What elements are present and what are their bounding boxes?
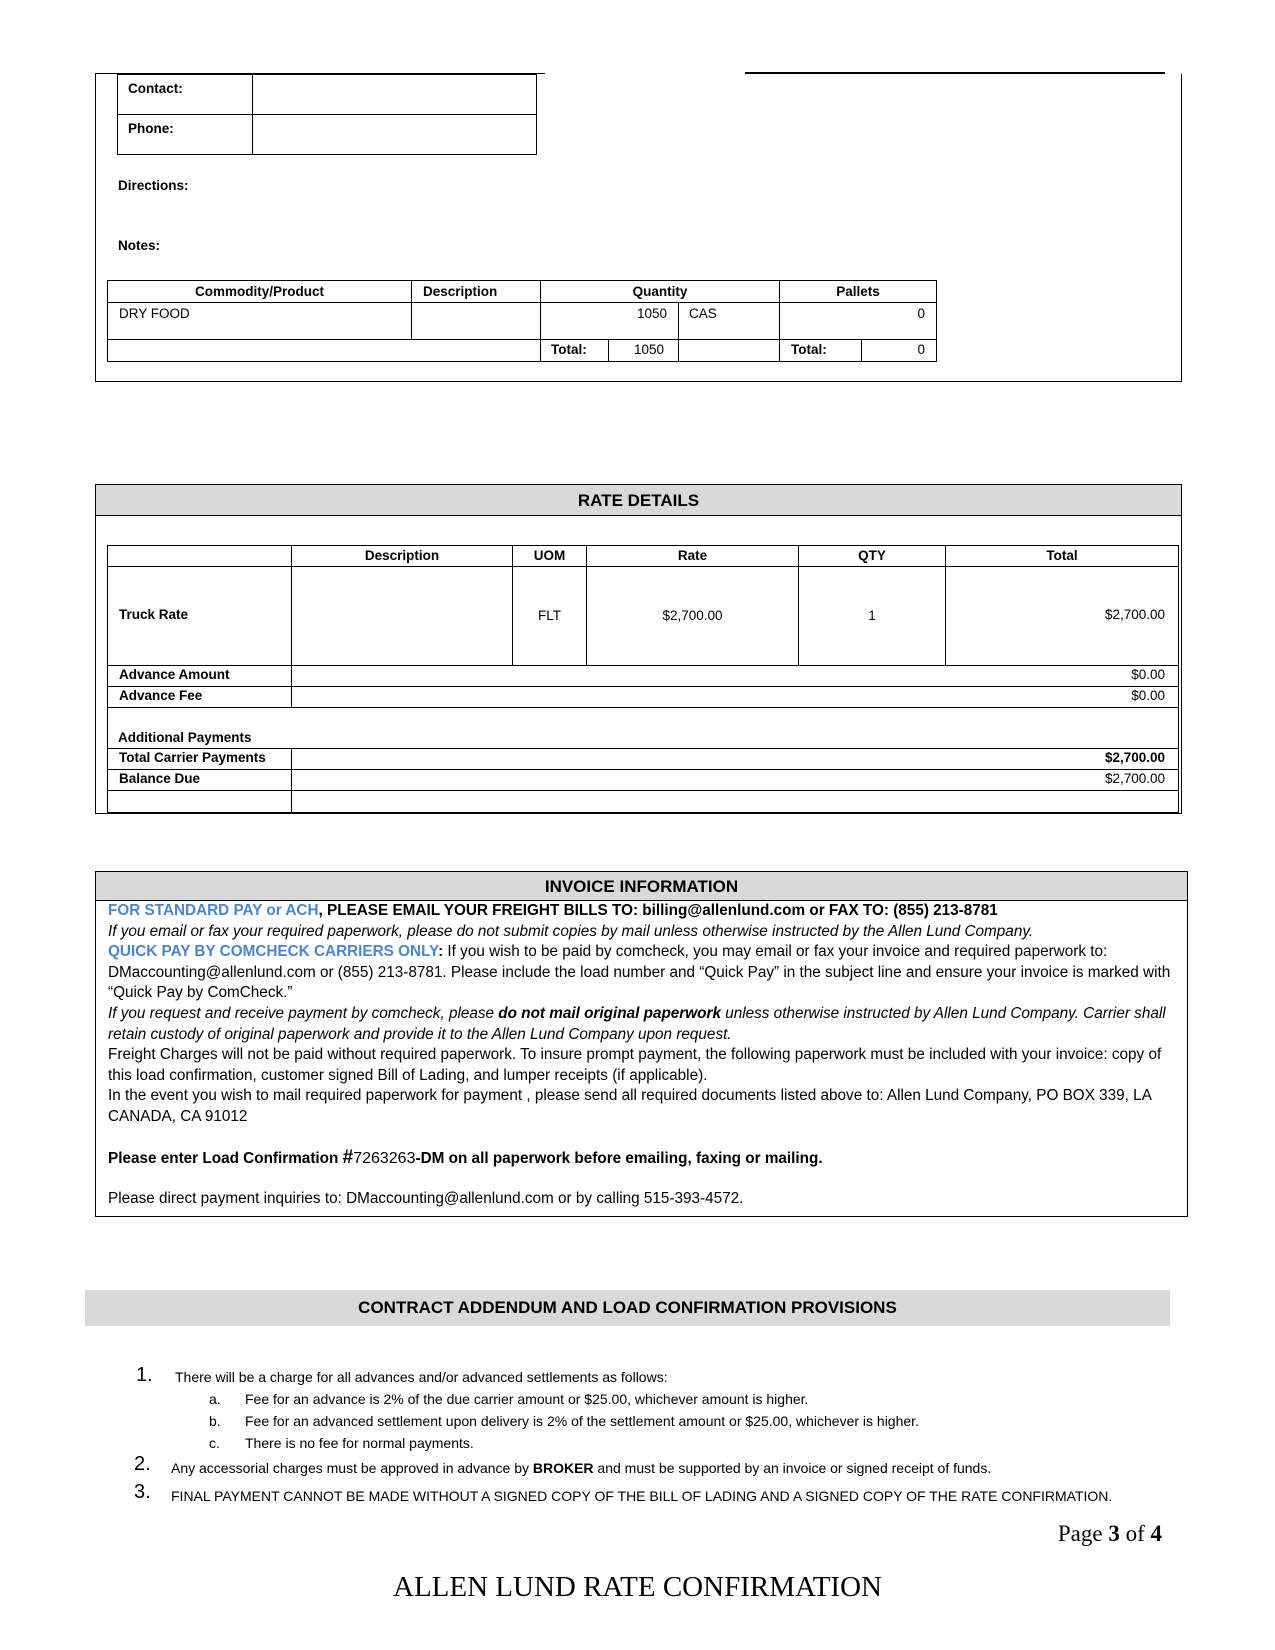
qty-total: 1050 (634, 342, 665, 357)
pallets-total: 0 (917, 342, 925, 357)
rate-last-row-left (107, 790, 292, 813)
invoice-line-5: Freight Charges will not be paid without required paperwork. To insure prompt payment, the following paperwork must be included with your invoice: copy of this load confirmation, customer signed Bill of Lading, and lumper receipts (if applicable). (108, 1046, 1162, 1084)
total-carrier-cell (291, 748, 1179, 770)
qty-total-label-cell (540, 339, 609, 362)
page-current: 3 (1108, 1521, 1120, 1546)
comcheck-note-b: do not mail original paperwork (498, 1004, 721, 1022)
commodity-description-cell (411, 302, 541, 340)
provision-3-number: 3. (134, 1481, 151, 1503)
rate-h-qty (798, 545, 946, 567)
pallets-total-label-cell (779, 339, 862, 362)
qty-total-label: Total: (551, 342, 587, 357)
contact-value (252, 74, 537, 115)
load-conf-hash: # (342, 1146, 354, 1168)
truck-rate-label-cell (107, 566, 292, 666)
col-header-pallets-text: Pallets (836, 284, 880, 299)
provision-2-broker: BROKER (532, 1460, 594, 1476)
pallets-total-label: Total: (791, 342, 827, 357)
col-header-commodity (107, 280, 412, 303)
payment-inquiries-line: Please direct payment inquiries to: DMaccounting@allenlund.com or by calling 515-393-4572. (108, 1190, 744, 1208)
invoice-title-text: INVOICE INFORMATION (544, 877, 739, 896)
commodity-product-cell (107, 302, 412, 340)
pallets-total-cell (861, 339, 937, 362)
truck-rate-label: Truck Rate (119, 607, 189, 622)
balance-cell (291, 769, 1179, 791)
quick-pay-label: QUICK PAY BY COMCHECK CARRIERS ONLY (108, 943, 439, 961)
additional-payments-label: Additional Payments (118, 730, 252, 745)
provision-1b-text: Fee for an advanced settlement upon delivery is 2% of the settlement amount or $25.00, whichever is higher. (245, 1413, 919, 1429)
top-rule-right (745, 72, 1165, 74)
col-header-commodity-text: Commodity/Product (194, 284, 324, 299)
provision-2-number: 2. (134, 1453, 151, 1475)
col-header-pallets (779, 280, 937, 303)
rate-details-title-text: RATE DETAILS (577, 491, 700, 510)
load-conf-b: -DM on all paperwork before emailing, faxing or mailing. (415, 1149, 823, 1167)
commodity-product: DRY FOOD (119, 306, 190, 321)
quick-pay-text: If you wish to be paid by comcheck, you may email or fax your invoice and required paperwork to: DMaccounting@allenlund.com or (855) 213-8781. Please include the load number and “Quick Pay” in the subject line and ensure your invoice is marked with “Quick Pay by ComCheck.” (108, 943, 1171, 1002)
invoice-line-4 (108, 1004, 1180, 1045)
provision-1c-text: There is no fee for normal payments. (245, 1435, 474, 1451)
invoice-spacer (108, 1128, 1180, 1148)
rate-h-rate-text: Rate (677, 548, 708, 563)
phone-label: Phone: (128, 121, 174, 136)
commodity-pallets: 0 (917, 306, 925, 321)
rate-details-title (96, 485, 1181, 516)
invoice-line-3 (108, 942, 1180, 1004)
totals-blank-cell (107, 339, 541, 362)
truck-rate-rate: $2,700.00 (662, 608, 723, 623)
standard-pay-text: , PLEASE EMAIL YOUR FREIGHT BILLS TO: billing@allenlund.com or FAX TO: (855) 213-8781 (318, 902, 998, 919)
total-carrier: $2,700.00 (1104, 750, 1165, 765)
rate-h-uom-text: UOM (533, 548, 566, 563)
invoice-line-6: In the event you wish to mail required paperwork for payment , please send all required documents listed above to: Allen Lund Company, PO BOX 339, LA CANADA, CA 91012 (108, 1087, 1152, 1125)
provision-2-c: and must be supported by an invoice or signed receipt of funds. (593, 1460, 992, 1476)
invoice-note-mail: If you email or fax your required paperwork, please do not submit copies by mail unless otherwise instructed by the Allen Lund Company. (108, 922, 1034, 940)
invoice-title (96, 872, 1187, 901)
commodity-qty: 1050 (636, 306, 667, 321)
document-title: ALLEN LUND RATE CONFIRMATION (393, 1571, 882, 1603)
rate-h-uom (512, 545, 587, 567)
provision-2-a: Any accessorial charges must be approved in advance by (171, 1460, 533, 1476)
provision-1b-letter: b. (209, 1413, 221, 1429)
advance-fee: $0.00 (1131, 688, 1165, 703)
balance-label-cell (107, 769, 292, 791)
advance-amount-cell (291, 665, 1179, 687)
advance-amount: $0.00 (1131, 667, 1165, 682)
advance-amount-label: Advance Amount (119, 667, 230, 682)
provision-3-text: FINAL PAYMENT CANNOT BE MADE WITHOUT A SIGNED COPY OF THE BILL OF LADING AND A SIGNED COPY OF THE RATE CONFIRMATION. (171, 1488, 1113, 1504)
advance-amount-label-cell (107, 665, 292, 687)
truck-rate-total-cell (945, 566, 1179, 666)
rate-h-blank (107, 545, 292, 567)
truck-rate-rate-cell (586, 566, 799, 666)
invoice-spacer-2 (108, 1169, 1180, 1189)
qty-total-blank (678, 339, 780, 362)
commodity-unit: CAS (689, 306, 717, 321)
advance-fee-label: Advance Fee (119, 688, 203, 703)
rate-h-description-text: Description (364, 548, 440, 563)
truck-rate-qty: 1 (868, 608, 876, 623)
balance: $2,700.00 (1104, 771, 1165, 786)
comcheck-note-a: If you request and receive payment by comcheck, please (108, 1004, 499, 1022)
truck-rate-total: $2,700.00 (1104, 607, 1165, 622)
provision-1-text: There will be a charge for all advances and/or advanced settlements as follows: (175, 1369, 668, 1385)
rate-h-description (291, 545, 513, 567)
rate-h-rate (586, 545, 799, 567)
truck-rate-qty-cell (798, 566, 946, 666)
commodity-qty-cell (540, 302, 679, 340)
comcheck-note-c: unless otherwise instructed by Allen Lund Company. Carrier shall retain custody of original paperwork and provide it to the Allen Lund Company upon request. (108, 1004, 1166, 1043)
truck-rate-uom: FLT (538, 608, 561, 623)
page-of-word: of (1119, 1521, 1151, 1546)
directions-label: Directions: (118, 178, 189, 193)
provision-1c-letter: c. (209, 1435, 220, 1451)
load-conf-a: Please enter Load Confirmation (108, 1149, 343, 1167)
standard-pay-label: FOR STANDARD PAY or ACH (108, 902, 319, 919)
balance-label: Balance Due (119, 771, 201, 786)
phone-label-cell (117, 114, 253, 155)
col-header-description-text: Description (423, 284, 498, 299)
phone-value (252, 114, 537, 155)
invoice-line-2 (108, 922, 1180, 943)
total-carrier-label-cell (107, 748, 292, 770)
provision-1-number: 1. (136, 1364, 153, 1386)
col-header-description (411, 280, 541, 303)
load-confirmation-line (108, 1148, 1180, 1170)
commodity-pallets-cell (779, 302, 937, 340)
col-header-quantity-text: Quantity (632, 284, 688, 299)
page-word: Page (1057, 1521, 1109, 1546)
invoice-body (108, 901, 1180, 1210)
load-conf-number: 7263263 (353, 1149, 416, 1167)
rate-h-total-text: Total (1046, 548, 1078, 563)
total-carrier-label: Total Carrier Payments (119, 750, 266, 765)
contact-label-cell (117, 74, 253, 115)
truck-rate-description (291, 566, 513, 666)
page-total: 4 (1150, 1521, 1162, 1546)
notes-label: Notes: (118, 238, 161, 253)
col-header-quantity (540, 280, 780, 303)
provision-1a-text: Fee for an advance is 2% of the due carrier amount or $25.00, whichever amount is higher. (245, 1391, 809, 1407)
contract-title-text: CONTRACT ADDENDUM AND LOAD CONFIRMATION PROVISIONS (358, 1298, 897, 1317)
contact-label: Contact: (128, 81, 183, 96)
rate-last-row-right (291, 790, 1179, 813)
advance-fee-label-cell (107, 686, 292, 708)
page-number (1058, 1521, 1162, 1547)
advance-fee-cell (291, 686, 1179, 708)
contract-title (85, 1290, 1170, 1326)
quick-pay-colon: : (438, 943, 444, 961)
provision-1a-letter: a. (209, 1391, 221, 1407)
provision-2-text (171, 1460, 991, 1476)
rate-h-total (945, 545, 1179, 567)
qty-total-cell (608, 339, 679, 362)
invoice-line-1 (108, 901, 1180, 922)
rate-h-qty-text: QTY (858, 548, 886, 563)
truck-rate-uom-cell (512, 566, 587, 666)
commodity-unit-cell (678, 302, 780, 340)
